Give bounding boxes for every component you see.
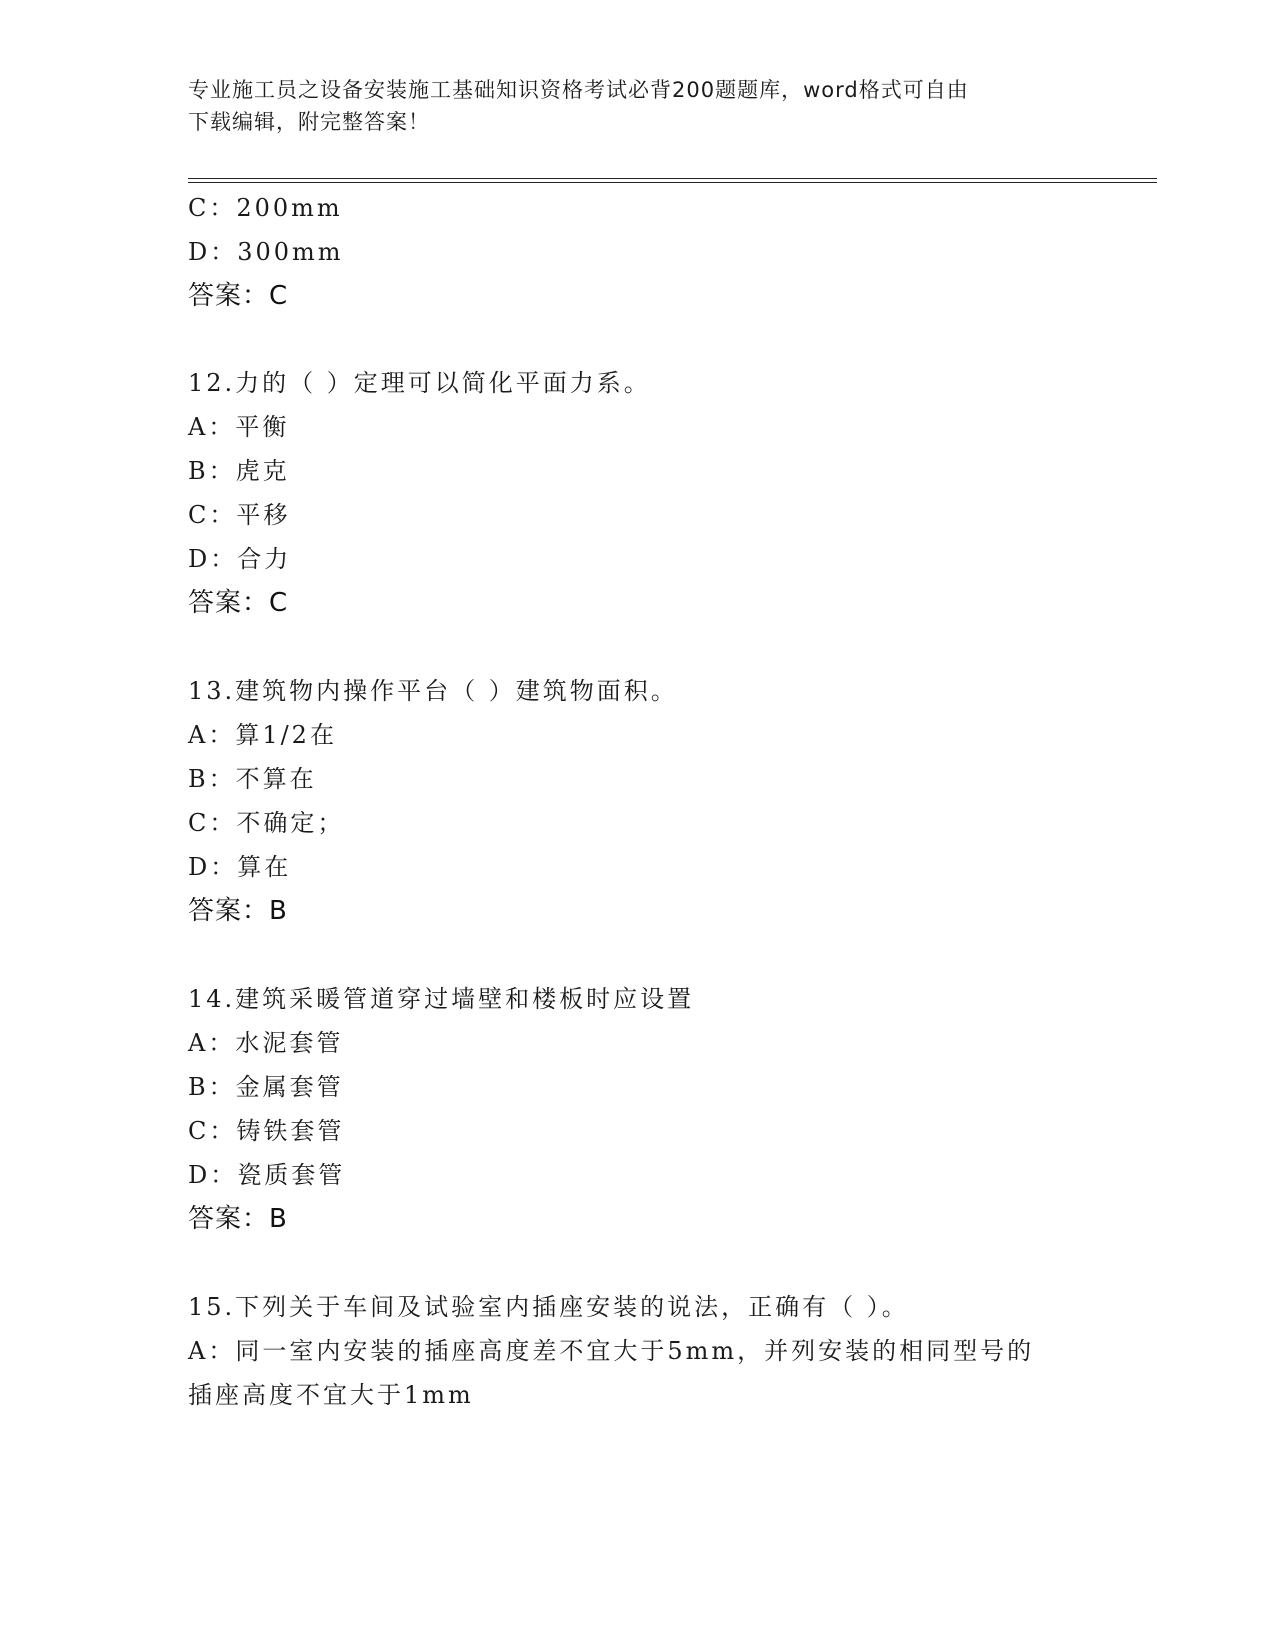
option-line: A：平衡 [188,413,290,441]
option-line: D：合力 [188,545,292,573]
header-divider-bottom [188,182,1157,183]
question-line: 15.下列关于车间及试验室内插座安装的说法，正确有（ ）。 [188,1293,909,1321]
option-line: B：不算在 [188,765,317,793]
answer-line: 答案：B [188,896,288,926]
option-line: C：铸铁套管 [188,1117,345,1145]
option-line: D：瓷质套管 [188,1161,346,1189]
answer-line: 答案：B [188,1204,288,1234]
answer-line: 答案：C [188,281,289,311]
header-title-line-1: 专业施工员之设备安装施工基础知识资格考试必背200题题库，word格式可自由 [188,78,969,102]
option-line: A：水泥套管 [188,1029,344,1057]
option-line: D：300mm [188,238,344,266]
question-line: 14.建筑采暖管道穿过墙壁和楼板时应设置 [188,985,695,1013]
option-line: C：平移 [188,501,291,529]
option-line: C：200mm [188,194,343,222]
document-header [188,74,1088,138]
option-line: A：算1/2在 [188,721,337,749]
question-line: 12.力的（ ）定理可以简化平面力系。 [188,369,651,397]
option-line: B：虎克 [188,457,290,485]
option-line: B：金属套管 [188,1073,344,1101]
option-line: A：同一室内安装的插座高度差不宜大于5mm，并列安装的相同型号的 [188,1337,1035,1365]
answer-line: 答案：C [188,588,289,618]
option-line: D：算在 [188,853,292,881]
header-title-line-2: 下载编辑，附完整答案！ [188,110,430,134]
option-line: C：不确定； [188,809,345,837]
option-line-continuation: 插座高度不宜大于1mm [188,1381,474,1409]
header-divider-top [188,178,1157,179]
question-line: 13.建筑物内操作平台（ ）建筑物面积。 [188,677,678,705]
